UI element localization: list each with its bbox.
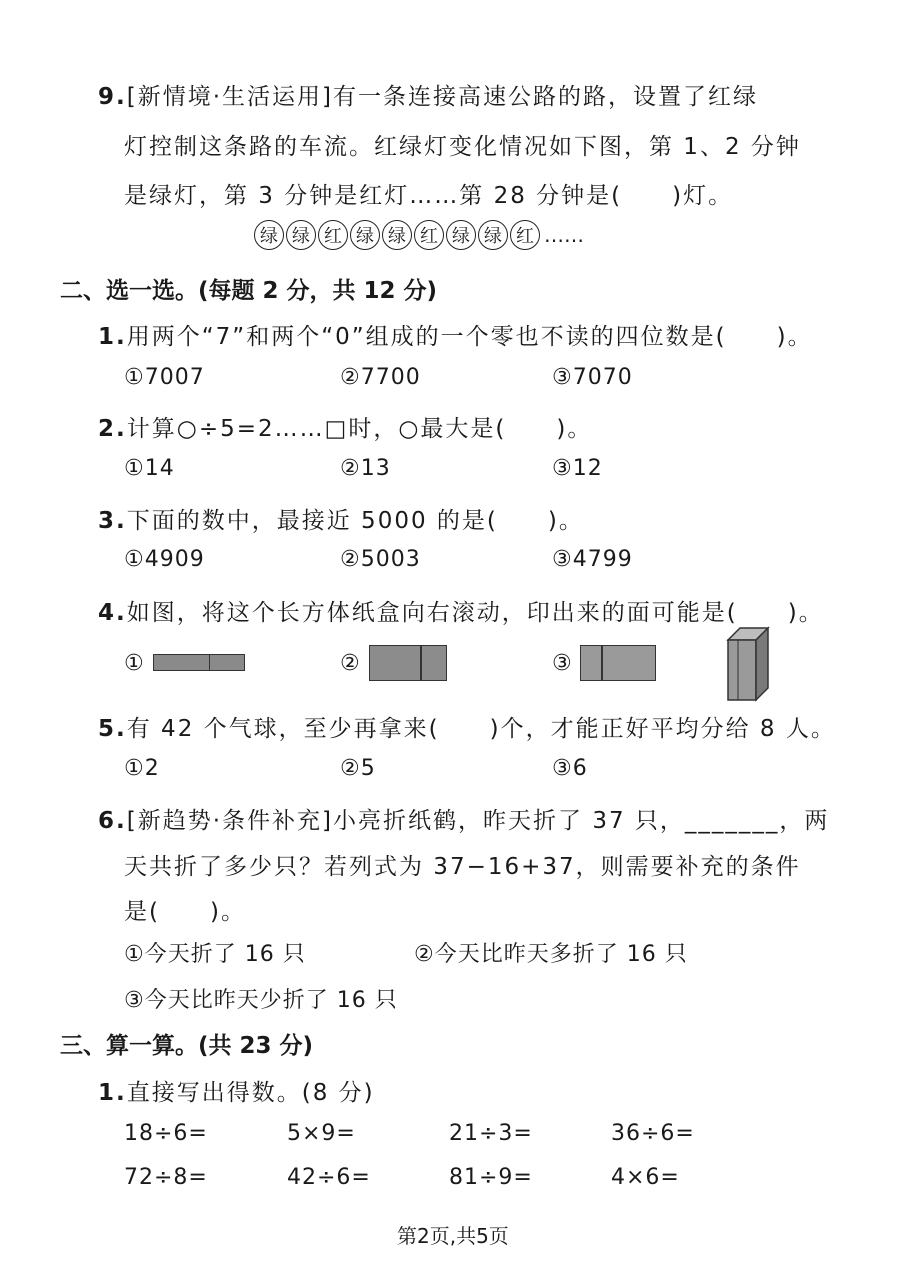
light-circle: 红 [318, 220, 348, 250]
s2-q3-option-3: ③4799 [552, 547, 633, 572]
s2-q6-line1: 6.[新趋势·条件补充]小亮折纸鹤，昨天折了 37 只，_______，两 [98, 808, 830, 834]
cuboid-box-figure [724, 624, 772, 702]
calc-item: 36÷6= [611, 1121, 695, 1146]
s2-q2-option-2: ②13 [340, 456, 391, 481]
ellipsis: …… [544, 223, 584, 247]
s2-q5-option-2: ②5 [340, 756, 376, 781]
s2-q6-option-3: ③今天比昨天少折了 16 只 [124, 988, 398, 1013]
divider-line [420, 646, 422, 680]
s2-q4-option-3: ③ [552, 651, 573, 676]
s2-q2-text: 2.计算○÷5=2……□时，○最大是( )。 [98, 416, 593, 442]
q9-number: 9. [98, 84, 127, 110]
s2-q6-option-2: ②今天比昨天多折了 16 只 [414, 942, 688, 967]
s2-q6-line3: 是( )。 [124, 899, 246, 925]
section-3-title: 三、算一算。(共 23 分) [60, 1033, 314, 1059]
q9-line3: 是绿灯，第 3 分钟是红灯……第 28 分钟是( )灯。 [124, 183, 734, 209]
calc-item: 81÷9= [449, 1165, 533, 1190]
option-2-square-pair [369, 645, 447, 681]
calc-item: 5×9= [287, 1121, 356, 1146]
s2-q1-option-2: ②7700 [340, 365, 421, 390]
s2-q6-line2: 天共折了多少只？若列式为 37−16+37，则需要补充的条件 [124, 854, 801, 880]
s2-q5-text: 5.有 42 个气球，至少再拿来( )个，才能正好平均分给 8 人。 [98, 716, 836, 742]
calc-item: 72÷8= [124, 1165, 208, 1190]
s2-q3-option-2: ②5003 [340, 547, 421, 572]
light-circle: 绿 [382, 220, 412, 250]
page-number-footer: 第2页,共5页 [397, 1224, 509, 1248]
s2-q2-option-1: ①14 [124, 456, 175, 481]
calc-item: 42÷6= [287, 1165, 371, 1190]
divider-line [209, 655, 210, 670]
light-circle: 红 [510, 220, 540, 250]
calc-item: 18÷6= [124, 1121, 208, 1146]
light-circle: 绿 [350, 220, 380, 250]
s3-q1-text: 1.直接写出得数。(8 分) [98, 1080, 375, 1106]
s2-q1-text: 1.用两个“7”和两个“0”组成的一个零也不读的四位数是( )。 [98, 324, 813, 350]
calc-item: 4×6= [611, 1165, 680, 1190]
light-circle: 绿 [254, 220, 284, 250]
s2-q5-option-3: ③6 [552, 756, 588, 781]
s2-q1-option-3: ③7070 [552, 365, 633, 390]
q9-line2: 灯控制这条路的车流。红绿灯变化情况如下图，第 1、2 分钟 [124, 134, 801, 160]
s2-q4-option-1: ① [124, 651, 145, 676]
s2-q4-option-2: ② [340, 651, 361, 676]
s2-q3-text: 3.下面的数中，最接近 5000 的是( )。 [98, 508, 584, 534]
s2-q1-option-1: ①7007 [124, 365, 205, 390]
light-circle: 绿 [286, 220, 316, 250]
light-circle: 绿 [478, 220, 508, 250]
option-3-rectangle [580, 645, 656, 681]
q9-line1: 9.[新情境·生活运用]有一条连接高速公路的路，设置了红绿 [98, 84, 759, 110]
section-2-title: 二、选一选。(每题 2 分，共 12 分) [60, 278, 438, 304]
option-1-thin-rectangle [153, 654, 245, 671]
s2-q6-option-1: ①今天折了 16 只 [124, 942, 306, 967]
light-circle: 红 [414, 220, 444, 250]
s2-q3-option-1: ①4909 [124, 547, 205, 572]
light-circle: 绿 [446, 220, 476, 250]
calc-item: 21÷3= [449, 1121, 533, 1146]
traffic-light-sequence [254, 220, 584, 250]
s2-q2-option-3: ③12 [552, 456, 603, 481]
divider-line [601, 646, 603, 680]
s2-q4-text: 4.如图，将这个长方体纸盒向右滚动，印出来的面可能是( )。 [98, 600, 824, 626]
s2-q5-option-1: ①2 [124, 756, 160, 781]
